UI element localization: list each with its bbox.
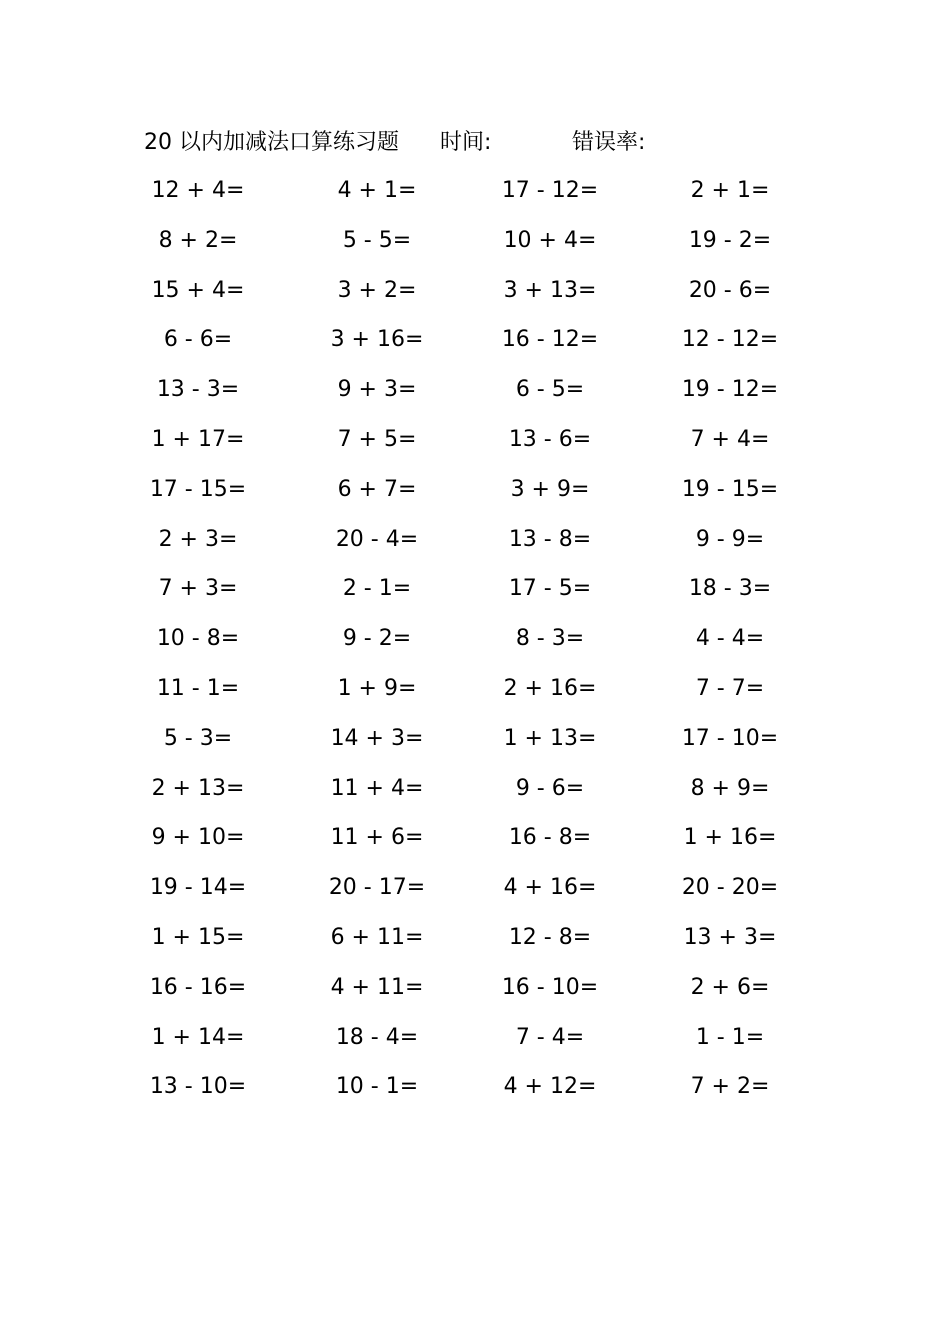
problem-row [0, 1019, 950, 1069]
arithmetic-problem: 18 - 4= [335, 1024, 419, 1050]
arithmetic-problem: 7 + 2= [690, 1074, 770, 1100]
arithmetic-problem: 16 - 12= [501, 327, 599, 353]
arithmetic-problem: 6 + 11= [330, 924, 424, 950]
arithmetic-problem: 9 + 3= [337, 377, 417, 403]
arithmetic-problem: 13 - 10= [149, 1074, 247, 1100]
problem-row [0, 321, 950, 371]
problem-row [0, 869, 950, 919]
arithmetic-problem: 4 + 11= [330, 974, 424, 1000]
arithmetic-problem: 17 - 5= [508, 576, 592, 602]
problem-row [0, 172, 950, 222]
arithmetic-problem: 3 + 9= [510, 476, 590, 502]
arithmetic-problem: 17 - 15= [149, 476, 247, 502]
error-rate-label: 错误率: [572, 130, 646, 155]
arithmetic-problem: 13 + 3= [683, 924, 777, 950]
problem-row [0, 1068, 950, 1118]
arithmetic-problem: 4 - 4= [695, 626, 765, 652]
arithmetic-problem: 7 + 5= [337, 426, 417, 452]
problem-row [0, 570, 950, 620]
arithmetic-problem: 11 + 6= [330, 825, 424, 851]
arithmetic-problem: 11 + 4= [330, 775, 424, 801]
arithmetic-problem: 2 + 13= [151, 775, 245, 801]
problem-row [0, 919, 950, 969]
arithmetic-problem: 5 - 5= [342, 227, 412, 253]
arithmetic-problem: 19 - 15= [681, 476, 779, 502]
arithmetic-problem: 9 - 6= [515, 775, 585, 801]
arithmetic-problem: 9 - 9= [695, 526, 765, 552]
arithmetic-problem: 7 - 7= [695, 675, 765, 701]
problem-row [0, 521, 950, 571]
arithmetic-problem: 2 + 16= [503, 675, 597, 701]
arithmetic-problem: 4 + 1= [337, 178, 417, 203]
arithmetic-problem: 7 + 4= [690, 426, 770, 452]
arithmetic-problem: 3 + 16= [330, 327, 424, 353]
arithmetic-problem: 7 + 3= [158, 576, 238, 602]
arithmetic-problem: 19 - 14= [149, 875, 247, 901]
arithmetic-problem: 4 + 16= [503, 875, 597, 901]
arithmetic-problem: 4 + 12= [503, 1074, 597, 1100]
time-label: 时间: [440, 130, 492, 155]
problem-row [0, 670, 950, 720]
arithmetic-problem: 6 - 6= [163, 327, 233, 353]
arithmetic-problem: 9 + 10= [151, 825, 245, 851]
arithmetic-problem: 6 + 7= [337, 476, 417, 502]
arithmetic-problem: 16 - 8= [508, 825, 592, 851]
arithmetic-problem: 2 + 6= [690, 974, 770, 1000]
problem-row [0, 770, 950, 820]
problem-row [0, 421, 950, 471]
arithmetic-problem: 12 - 8= [508, 924, 592, 950]
arithmetic-problem: 20 - 20= [681, 875, 779, 901]
arithmetic-problem: 6 - 5= [515, 377, 585, 403]
arithmetic-problem: 16 - 16= [149, 974, 247, 1000]
arithmetic-problem: 2 + 1= [690, 178, 770, 203]
problem-row [0, 371, 950, 421]
arithmetic-problem: 8 + 9= [690, 775, 770, 801]
arithmetic-problem: 19 - 12= [681, 377, 779, 403]
problem-row [0, 720, 950, 770]
arithmetic-problem: 18 - 3= [688, 576, 772, 602]
arithmetic-problem: 3 + 2= [337, 277, 417, 303]
problem-row [0, 222, 950, 272]
arithmetic-problem: 12 - 12= [681, 327, 779, 353]
worksheet-header [0, 126, 950, 160]
arithmetic-problem: 13 - 8= [508, 526, 592, 552]
arithmetic-problem: 10 - 8= [156, 626, 240, 652]
arithmetic-problem: 1 + 16= [683, 825, 777, 851]
arithmetic-problem: 10 - 1= [335, 1074, 419, 1100]
arithmetic-problem: 15 + 4= [151, 277, 245, 303]
arithmetic-problem: 14 + 3= [330, 725, 424, 751]
arithmetic-problem: 17 - 10= [681, 725, 779, 751]
arithmetic-problem: 9 - 2= [342, 626, 412, 652]
arithmetic-problem: 20 - 6= [688, 277, 772, 303]
problem-row [0, 471, 950, 521]
arithmetic-problem: 10 + 4= [503, 227, 597, 253]
arithmetic-problem: 1 + 13= [503, 725, 597, 751]
arithmetic-problem: 2 + 3= [158, 526, 238, 552]
arithmetic-problem: 13 - 3= [156, 377, 240, 403]
problem-row [0, 969, 950, 1019]
arithmetic-problem: 1 - 1= [695, 1024, 765, 1050]
arithmetic-problem: 7 - 4= [515, 1024, 585, 1050]
arithmetic-problem: 12 + 4= [151, 178, 245, 203]
arithmetic-problem: 1 + 9= [337, 675, 417, 701]
arithmetic-problem: 3 + 13= [503, 277, 597, 303]
problem-grid [0, 172, 950, 1118]
arithmetic-problem: 2 - 1= [342, 576, 412, 602]
arithmetic-problem: 17 - 12= [501, 178, 599, 203]
arithmetic-problem: 1 + 15= [151, 924, 245, 950]
arithmetic-problem: 11 - 1= [156, 675, 240, 701]
arithmetic-problem: 1 + 14= [151, 1024, 245, 1050]
arithmetic-problem: 13 - 6= [508, 426, 592, 452]
arithmetic-problem: 5 - 3= [163, 725, 233, 751]
arithmetic-problem: 16 - 10= [501, 974, 599, 1000]
problem-row [0, 819, 950, 869]
arithmetic-problem: 1 + 17= [151, 426, 245, 452]
arithmetic-problem: 19 - 2= [688, 227, 772, 253]
arithmetic-problem: 20 - 4= [335, 526, 419, 552]
arithmetic-problem: 20 - 17= [328, 875, 426, 901]
problem-row [0, 620, 950, 670]
problem-row [0, 272, 950, 322]
arithmetic-problem: 8 - 3= [515, 626, 585, 652]
worksheet-title: 20 以内加减法口算练习题 [144, 130, 399, 155]
arithmetic-problem: 8 + 2= [158, 227, 238, 253]
